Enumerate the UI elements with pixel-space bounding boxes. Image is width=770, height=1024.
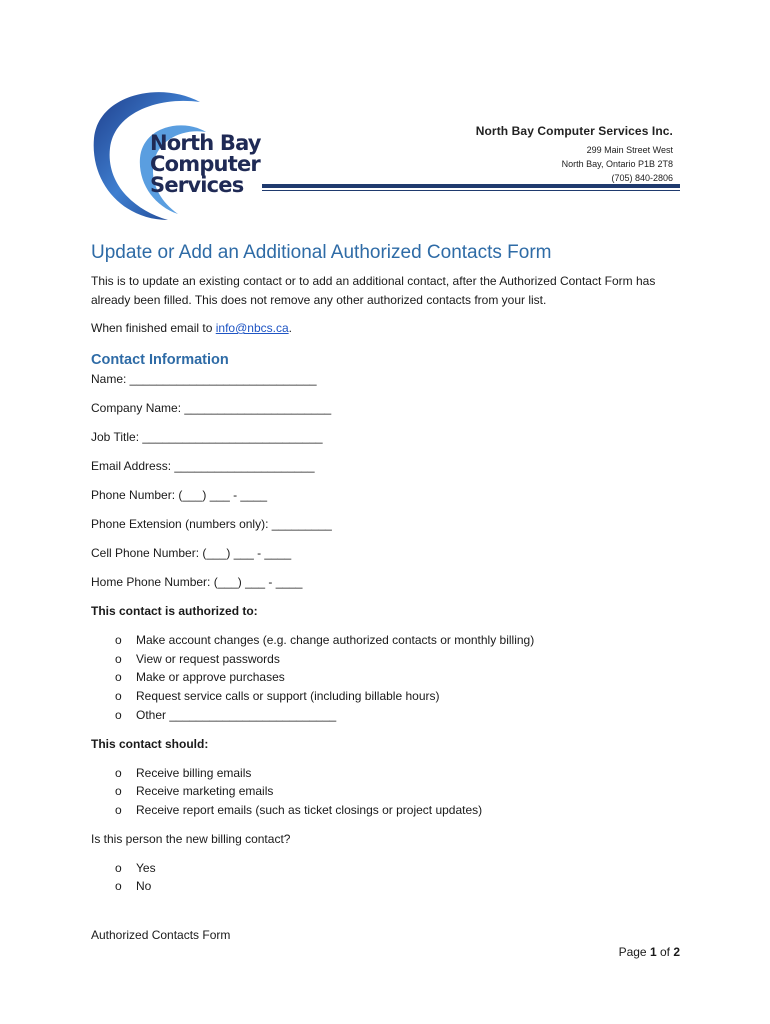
option-label: View or request passwords xyxy=(136,651,280,666)
option-label: No xyxy=(136,879,152,894)
logo-wordmark xyxy=(150,133,261,196)
billing-option-no[interactable] xyxy=(115,877,691,896)
logo-line-1: North Bay xyxy=(150,131,261,155)
page-total: 2 xyxy=(673,945,680,959)
page-of: of xyxy=(656,945,674,959)
header-divider-thin xyxy=(262,190,680,191)
address-line-2: North Bay, Ontario P1B 2T8 xyxy=(561,159,673,169)
authorized-label: This contact is authorized to: xyxy=(91,604,258,618)
bullet-icon: o xyxy=(115,670,122,685)
should-option[interactable] xyxy=(115,782,691,801)
form-body xyxy=(91,240,691,906)
billing-option-yes[interactable] xyxy=(115,859,691,878)
authorized-option[interactable] xyxy=(115,650,691,669)
bullet-icon: o xyxy=(115,879,122,894)
cell-phone-field[interactable]: Cell Phone Number: (___) ___ - ____ xyxy=(91,546,292,560)
finish-instruction xyxy=(91,319,691,338)
page-current: 1 xyxy=(649,945,657,959)
should-option[interactable] xyxy=(115,764,691,783)
company-phone: (705) 840-2806 xyxy=(611,173,673,183)
should-options xyxy=(115,764,691,820)
intro-paragraph: This is to update an existing contact or to add an additional contact, after the Authorized Contact Form has already been filled. This does not remove any other authorized contacts from your list. xyxy=(91,274,656,307)
authorized-options xyxy=(115,631,691,725)
contact-fields xyxy=(91,370,691,592)
address-line-1: 299 Main Street West xyxy=(586,145,673,155)
option-label: Make account changes (e.g. change authorized contacts or monthly billing) xyxy=(136,633,535,647)
should-label: This contact should: xyxy=(91,736,209,751)
option-label: Yes xyxy=(136,860,156,875)
logo-line-3: Services xyxy=(150,173,244,197)
authorized-option[interactable] xyxy=(115,706,691,725)
option-label: Receive report emails (such as ticket closings or project updates) xyxy=(136,802,483,817)
page-number xyxy=(619,945,680,959)
option-label: Make or approve purchases xyxy=(136,670,285,685)
bullet-icon: o xyxy=(115,765,122,780)
email-link[interactable]: info@nbcs.ca xyxy=(215,321,289,335)
bullet-icon: o xyxy=(115,689,122,704)
footer-form-name: Authorized Contacts Form xyxy=(91,928,231,942)
authorized-option[interactable] xyxy=(115,631,691,650)
bullet-icon: o xyxy=(115,651,122,666)
phone-number-field[interactable]: Phone Number: (___) ___ - ____ xyxy=(91,488,268,502)
option-label: Other _________________________ xyxy=(136,707,337,722)
billing-options xyxy=(115,859,691,896)
home-phone-field[interactable]: Home Phone Number: (___) ___ - ____ xyxy=(91,575,303,589)
authorized-option[interactable] xyxy=(115,687,691,706)
logo-line-2: Computer xyxy=(150,152,260,176)
company-name: North Bay Computer Services Inc. xyxy=(475,124,673,138)
header-divider xyxy=(262,184,680,188)
name-field[interactable]: Name: ____________________________ xyxy=(91,372,317,386)
finish-suffix: . xyxy=(288,321,292,335)
finish-prefix: When finished email to xyxy=(91,321,216,335)
bullet-icon: o xyxy=(115,784,122,799)
phone-extension-field[interactable]: Phone Extension (numbers only): _________ xyxy=(91,517,332,531)
bullet-icon: o xyxy=(115,802,122,817)
bullet-icon: o xyxy=(115,860,122,875)
job-title-field[interactable]: Job Title: ___________________________ xyxy=(91,430,323,444)
company-address-block xyxy=(476,124,673,185)
form-title: Update or Add an Additional Authorized Contacts Form xyxy=(91,242,552,263)
bullet-icon: o xyxy=(115,707,122,722)
bullet-icon: o xyxy=(115,633,122,647)
billing-question: Is this person the new billing contact? xyxy=(91,831,291,846)
option-label: Receive marketing emails xyxy=(136,784,274,799)
authorized-option[interactable] xyxy=(115,668,691,687)
option-label: Request service calls or support (including billable hours) xyxy=(136,689,440,704)
company-name-field[interactable]: Company Name: ______________________ xyxy=(91,401,332,415)
option-label: Receive billing emails xyxy=(136,765,252,780)
page-prefix: Page xyxy=(618,945,650,959)
should-option[interactable] xyxy=(115,801,691,820)
email-address-field[interactable]: Email Address: _____________________ xyxy=(91,459,315,473)
contact-info-heading: Contact Information xyxy=(91,352,229,368)
